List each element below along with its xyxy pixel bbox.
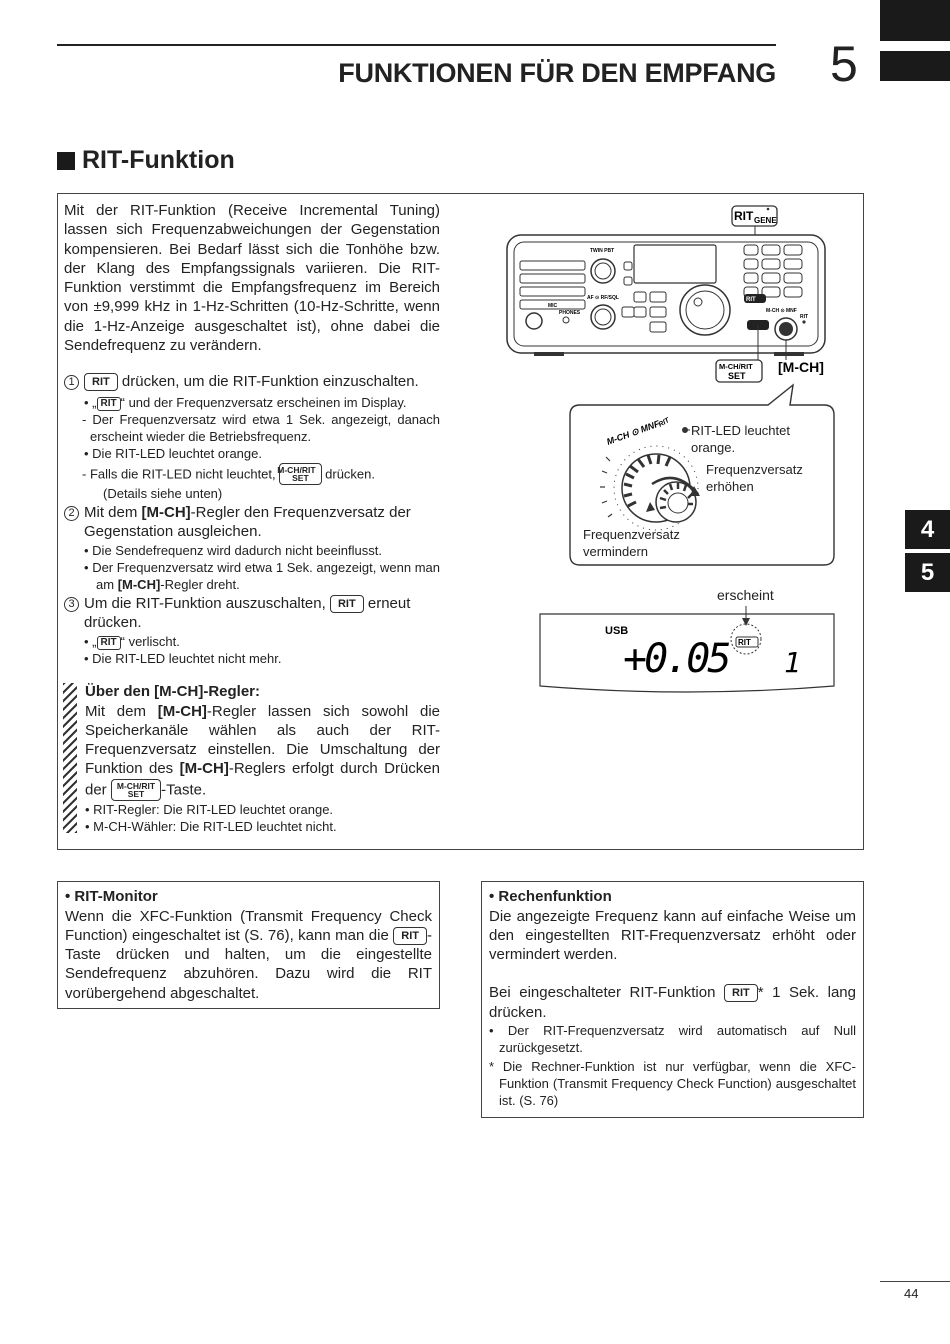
step-2-bullet-1: • Die Sendefrequenz wird dadurch nicht beeinflusst. [84, 542, 382, 558]
box-calc-p1: Die angezeigte Frequenz kann auf einfache Weise um den eingestellten RIT-Frequenzversatz erhöht oder vermindert werden. [489, 907, 856, 964]
mch-rit-set-key: M-CH/RIT SET [279, 463, 321, 485]
radio-figure [500, 195, 845, 395]
chapter-number: 5 [830, 36, 858, 92]
step-2: 2 Mit dem [M-CH]-Regler den Frequenzversatz der Gegenstation ausgleichen. [64, 503, 440, 542]
step-3: 3 Um die RIT-Funktion auszuschalten, RIT erneut drücken. [64, 594, 440, 633]
lcd-display [538, 606, 838, 701]
box-rit-monitor-text: Wenn die XFC-Funktion (Transmit Frequency Check Function) eingeschaltet ist (S. 76), kann man die RIT -Taste drücken und halten, um die eingestellte Sendefrequenz abzuhören. Dazu wird die RIT vorübergehend abgeschaltet. [65, 907, 432, 1002]
section-marker [57, 152, 75, 170]
step-1-detail-1: - Der Frequenzversatz wird etwa 1 Sek. angezeigt, danach erscheint wieder die Betriebsfrequenz. [82, 411, 440, 444]
step-number-3: 3 [64, 597, 79, 612]
box-calc-p2: Bei eingeschalteter RIT-Funktion RIT * 1 Sek. lang drücken. [489, 984, 856, 1021]
steps-block [64, 372, 440, 667]
page-number: 44 [904, 1286, 919, 1301]
knob-rit-label: RIT [657, 417, 671, 429]
note-paragraph: Mit dem [M-CH]-Regler lassen sich sowohl die Speicherkanäle wählen als auch der RIT-Frequenzversatz einstellen. Die Umschaltung der Funktion des [M-CH]-Reglers erfolgt durch Drücken der M-CH/RIT SET -Taste. [85, 702, 440, 800]
box-calc [481, 881, 864, 1118]
rit-key: RIT [84, 373, 118, 391]
callout-led-text: RIT-LED leuchtet orange. [691, 423, 790, 455]
rit-key-label: RIT [734, 209, 754, 223]
step-2-bullet-2: • Der Frequenzversatz wird etwa 1 Sek. angezeigt, wenn man am [M-CH]-Regler dreht. [84, 559, 440, 592]
rit-indicator-icon: RIT [97, 397, 121, 411]
phones-label: PHONES [559, 310, 581, 316]
af-rf-label: AF ⊙ RF/SQL [587, 295, 619, 301]
box-rit-monitor [57, 881, 440, 1009]
knob-label: M-CH ⊙ MNF [605, 418, 661, 447]
appears-label: erscheint [717, 587, 774, 603]
footer-rule [880, 1281, 950, 1282]
step-3-bullet-2: • Die RIT-LED leuchtet nicht mehr. [84, 650, 282, 666]
chapter-tab-top [880, 0, 950, 41]
twin-pbt-label: TWIN PBT [590, 248, 615, 254]
callout-up-text: Frequenzversatz erhöhen [706, 462, 803, 494]
display-rit-indicator: RIT [738, 638, 751, 647]
note-block [85, 682, 440, 835]
note-title: Über den [M-CH]-Regler: [85, 683, 260, 700]
rit-key: RIT [393, 927, 427, 945]
step-1-detail-note: (Details siehe unten) [103, 485, 223, 501]
set-key-label: SET [728, 371, 746, 381]
step-1 [64, 372, 440, 392]
mch-rit-set-key: M-CH/RIT SET [111, 779, 161, 801]
step-number-1: 1 [64, 375, 79, 390]
page-title: FUNKTIONEN FÜR DEN EMPFANG [338, 58, 776, 88]
box-calc-title: • Rechenfunktion [489, 888, 612, 905]
box-calc-bullet-1: • Der RIT-Frequenzversatz wird automatisch auf Null zurückgesetzt. [489, 1022, 856, 1055]
mic-label: MIC [548, 303, 558, 309]
step-number-2: 2 [64, 506, 79, 521]
step-1-text: drücken, um die RIT-Funktion einzuschalten. [121, 373, 419, 390]
gene-key-label: GENE [754, 216, 777, 225]
display-digit: 1 [784, 646, 801, 679]
mch-label: [M-CH] [778, 359, 824, 375]
note-hatch-bar [63, 683, 77, 833]
rit-button-label: RIT [746, 297, 756, 303]
rit-led-label: RIT [800, 314, 809, 320]
box-calc-bullet-2: * Die Rechner-Funktion ist nur verfügbar, wenn die XFC-Funktion (Transmit Frequency Check Function) ausgeschaltet ist. (S. 76) [489, 1058, 856, 1108]
header-rule [57, 44, 776, 46]
chapter-tab-bottom [880, 51, 950, 81]
side-tab-5[interactable]: 5 [905, 553, 950, 592]
rit-indicator-icon: RIT [97, 636, 121, 650]
rit-key: RIT [724, 984, 758, 1002]
note-bullet-2: • M-CH-Wähler: Die RIT-LED leuchtet nicht. [85, 818, 337, 834]
display-mode: USB [605, 625, 629, 637]
intro-paragraph: Mit der RIT-Funktion (Receive Incremental Tuning) lassen sich Frequenzabweichungen der Gegenstation kompensieren. Bei Bedarf lässt sich die Tonhöhe bzw. der Klang des Empfangssignals variieren. Die RIT-Funktion verstimmt die Empfangsfrequenz im Bereich von ±9,999 kHz in 1-Hz-Schritten (10-Hz-Schritte, wenn die 1-Hz-Anzeige ausgeschaltet ist), ohne dabei die Sendefrequenz zu verändern. [64, 202, 440, 355]
note-bullet-1: • RIT-Regler: Die RIT-LED leuchtet orange. [85, 801, 334, 817]
section-title: RIT-Funktion [82, 146, 235, 174]
step-1-detail-2: - Falls die RIT-LED nicht leuchtet, M-CH/RIT SET drücken. [82, 464, 376, 483]
mch-rit-key-label: M-CH/RIT [719, 362, 753, 371]
step-3-bullet-1: • „ RIT “ verlischt. [84, 633, 180, 649]
side-tab-4[interactable]: 4 [905, 510, 950, 549]
step-1-bullet-1: • „ RIT “ und der Frequenzversatz erscheinen im Display. [84, 394, 407, 410]
display-value: +0.05 [623, 636, 729, 682]
box-rit-monitor-title: • RIT-Monitor [65, 888, 158, 905]
callout-down-text: Frequenzversatz vermindern [583, 527, 680, 559]
mch-mnf-label: M-CH ⊙ MNF [766, 308, 797, 314]
rit-key: RIT [330, 595, 364, 613]
step-1-bullet-2: • Die RIT-LED leuchtet orange. [84, 445, 262, 461]
